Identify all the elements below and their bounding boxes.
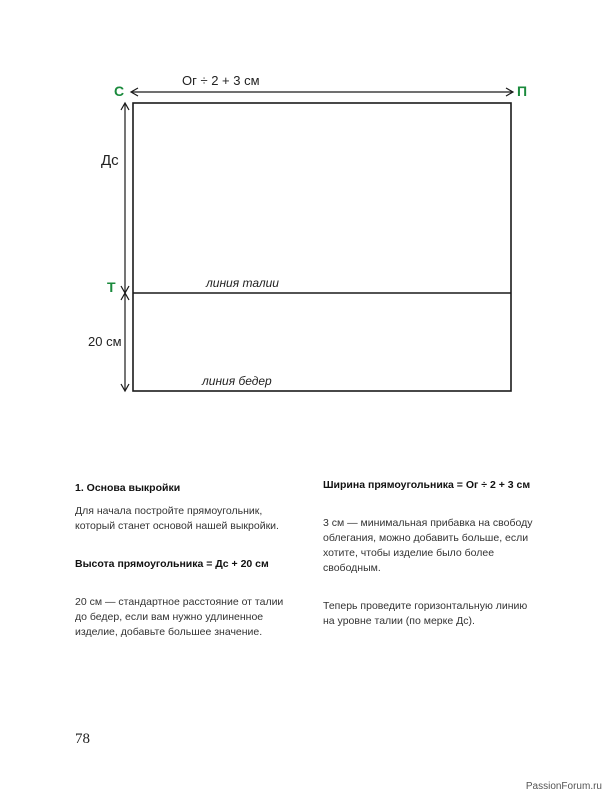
height-text: 20 см — стандартное расстояние от талии до бедер, если вам нужно удлиненное изделие, добавьте большее значение. — [75, 596, 284, 638]
waist-line-label: линия талии — [206, 276, 279, 290]
watermark: PassionForum.ru — [525, 781, 602, 792]
height-arrow — [121, 103, 129, 293]
left-column — [75, 481, 290, 640]
corner-t-label: Т — [107, 279, 116, 295]
base-rectangle — [133, 103, 511, 391]
step-text: Для начала постройте прямоугольник, который станет основой нашей выкройки. — [75, 505, 279, 532]
height-formula: Высота прямоугольника = Дс + 20 см — [75, 558, 269, 570]
hip-arrow — [121, 293, 129, 391]
hip-line-label: линия бедер — [202, 374, 272, 388]
width-arrow — [131, 88, 513, 96]
right-column — [323, 478, 538, 629]
width-text: 3 см — минимальная прибавка на свободу облегания, можно добавить больше, если хотите, чтобы изделие было более свободным. — [323, 517, 533, 574]
waist-text: Теперь проведите горизонтальную линию на уровне талии (по мерке Дс). — [323, 600, 528, 627]
width-formula: Ширина прямоугольника = Ог ÷ 2 + 3 см — [323, 479, 531, 491]
corner-c-label: С — [114, 83, 125, 99]
step-title: 1. Основа выкройки — [75, 482, 181, 494]
page-number: 78 — [75, 731, 90, 747]
width-formula-label: Ог ÷ 2 + 3 см — [182, 73, 260, 88]
height-label: Дс — [101, 152, 119, 169]
corner-p-label: П — [517, 83, 528, 99]
hip-offset-label: 20 см — [88, 334, 122, 349]
